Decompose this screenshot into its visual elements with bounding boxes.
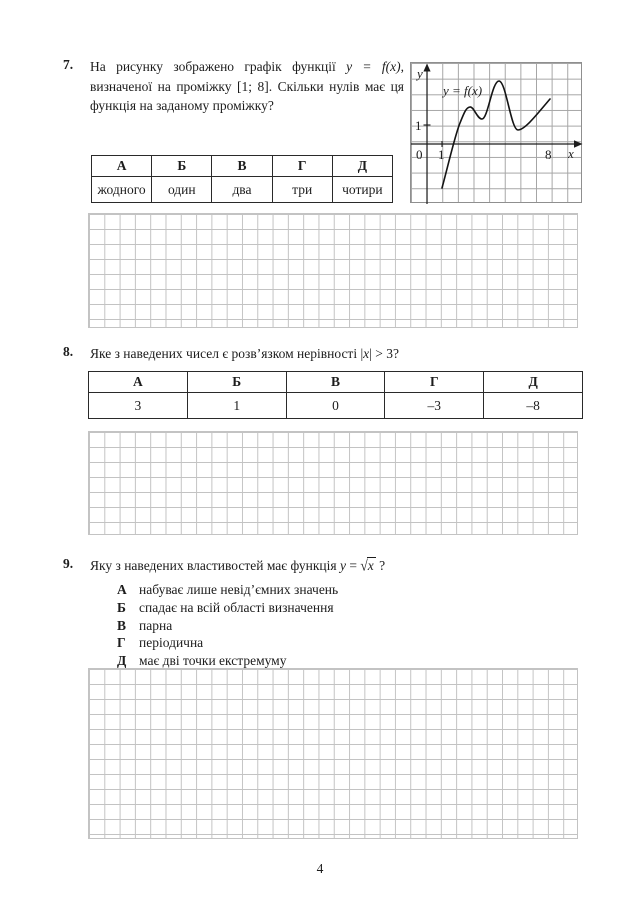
y-axis-arrow-icon bbox=[423, 64, 430, 72]
x-axis-label: x bbox=[568, 146, 574, 161]
q8-var-x: x bbox=[363, 346, 370, 361]
q9-sqrt-arg: x bbox=[367, 558, 374, 573]
q8-text-part1: Яке з наведених чисел є розв’язком нерівності bbox=[90, 346, 361, 361]
q8-table-header-row bbox=[89, 372, 583, 393]
question-9-text bbox=[90, 556, 530, 576]
q7-header-a: А bbox=[92, 156, 152, 177]
q9-eq: = bbox=[345, 558, 361, 573]
question-7-number: 7. bbox=[63, 57, 74, 72]
q8-header-b: Б bbox=[187, 372, 286, 393]
q7-table-value-row bbox=[92, 177, 393, 203]
q9-option-b-text: спадає на всій області визначення bbox=[139, 599, 334, 615]
q7-header-g: Г bbox=[272, 156, 332, 177]
q7-table-header-row bbox=[92, 156, 393, 177]
q8-value-a: 3 bbox=[89, 393, 188, 419]
x-tick-label-8: 8 bbox=[545, 147, 552, 162]
q7-header-v: В bbox=[212, 156, 272, 177]
q9-option-b bbox=[117, 599, 338, 617]
q7-value-d: чотири bbox=[332, 177, 392, 203]
x-axis-arrow-icon bbox=[574, 140, 583, 147]
sqrt-radical-icon: √ bbox=[360, 557, 368, 574]
q9-option-v bbox=[117, 617, 338, 635]
q8-abs-close: | bbox=[369, 346, 372, 361]
question-9-number: 9. bbox=[63, 556, 74, 571]
q9-options-list bbox=[117, 581, 338, 670]
q8-table-value-row bbox=[89, 393, 583, 419]
q7-header-b: Б bbox=[152, 156, 212, 177]
origin-label: 0 bbox=[416, 147, 423, 162]
q8-header-a: А bbox=[89, 372, 188, 393]
q7-value-g: три bbox=[272, 177, 332, 203]
q9-work-grid bbox=[88, 668, 578, 839]
q7-value-a: жодного bbox=[92, 177, 152, 203]
q7-text-part2: , визначеної на проміжку [1; 8]. Скільки нулів має ця функція на заданому проміжку? bbox=[90, 59, 404, 113]
q7-work-grid bbox=[88, 213, 578, 328]
question-7-text bbox=[90, 57, 404, 116]
q7-answer-table bbox=[91, 155, 393, 203]
q8-value-v: 0 bbox=[286, 393, 385, 419]
q9-option-a-text: набуває лише невід’ємних значень bbox=[139, 582, 339, 597]
q7-formula: y = f(x) bbox=[346, 59, 401, 74]
q9-option-d-text: має дві точки екстремуму bbox=[139, 653, 287, 669]
q7-header-d: Д bbox=[332, 156, 392, 177]
question-8-number: 8. bbox=[63, 344, 74, 359]
q8-value-d: –8 bbox=[484, 393, 583, 419]
q7-value-b: один bbox=[152, 177, 212, 203]
q9-option-g-letter: Г bbox=[117, 635, 126, 651]
q8-work-grid bbox=[88, 431, 578, 535]
q9-text-part2: ? bbox=[375, 558, 386, 573]
q8-header-v: В bbox=[286, 372, 385, 393]
q7-text-part1: На рисунку зображено графік функції bbox=[90, 59, 347, 74]
q8-answer-table bbox=[88, 371, 583, 419]
y-tick-label-1: 1 bbox=[415, 118, 422, 133]
q9-option-b-letter: Б bbox=[117, 599, 126, 615]
q9-var-y: y bbox=[339, 558, 346, 573]
q9-option-a bbox=[117, 581, 338, 599]
q7-value-v: два bbox=[212, 177, 272, 203]
q8-header-g: Г bbox=[385, 372, 484, 393]
q9-option-v-letter: В bbox=[117, 617, 127, 633]
question-8-text bbox=[90, 344, 520, 364]
curve-equation-label: y = f(x) bbox=[443, 83, 483, 98]
q9-option-g bbox=[117, 634, 338, 652]
q8-value-b: 1 bbox=[187, 393, 286, 419]
y-axis-label: y bbox=[417, 66, 423, 81]
q9-option-v-text: парна bbox=[139, 617, 173, 633]
page-number: 4 bbox=[316, 861, 324, 876]
q9-option-d-letter: Д bbox=[117, 653, 127, 669]
q9-text-part1: Яку з наведених властивостей має функція bbox=[90, 558, 340, 573]
function-graph-svg bbox=[411, 63, 583, 204]
q8-value-g: –3 bbox=[385, 393, 484, 419]
q8-text-part2: > 3? bbox=[371, 346, 399, 361]
q8-header-d: Д bbox=[484, 372, 583, 393]
x-tick-label-1: 1 bbox=[438, 147, 445, 162]
function-graph-figure bbox=[410, 62, 582, 203]
q9-option-g-text: періодична bbox=[139, 635, 204, 651]
q9-option-a-letter: А bbox=[117, 582, 127, 597]
q8-abs-open: | bbox=[360, 346, 364, 361]
